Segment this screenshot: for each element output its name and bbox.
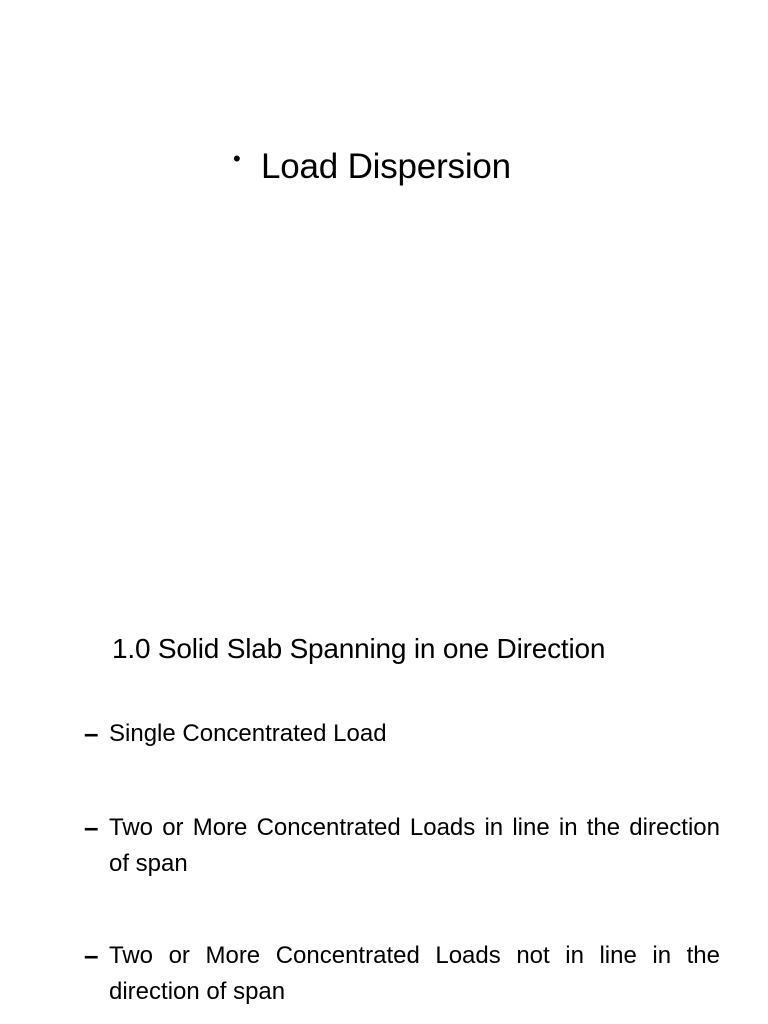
list-item: [84, 810, 720, 882]
list-item-text: Single Concentrated Load: [109, 720, 387, 747]
list-item-text: Two or More Concentrated Loads not in line in the direction of span: [109, 942, 720, 1005]
slide-title: Load Dispersion: [261, 147, 511, 186]
list-item-text: Two or More Concentrated Loads in line in the direction of span: [109, 814, 720, 877]
bullet-icon: •: [233, 146, 241, 171]
list-item: [84, 938, 720, 1010]
dash-icon: –: [84, 718, 99, 748]
dash-icon: –: [84, 812, 99, 842]
list-item: [84, 716, 720, 752]
title-row: [233, 142, 511, 192]
dash-icon: –: [84, 940, 99, 970]
section-heading: 1.0 Solid Slab Spanning in one Direction: [112, 633, 606, 664]
